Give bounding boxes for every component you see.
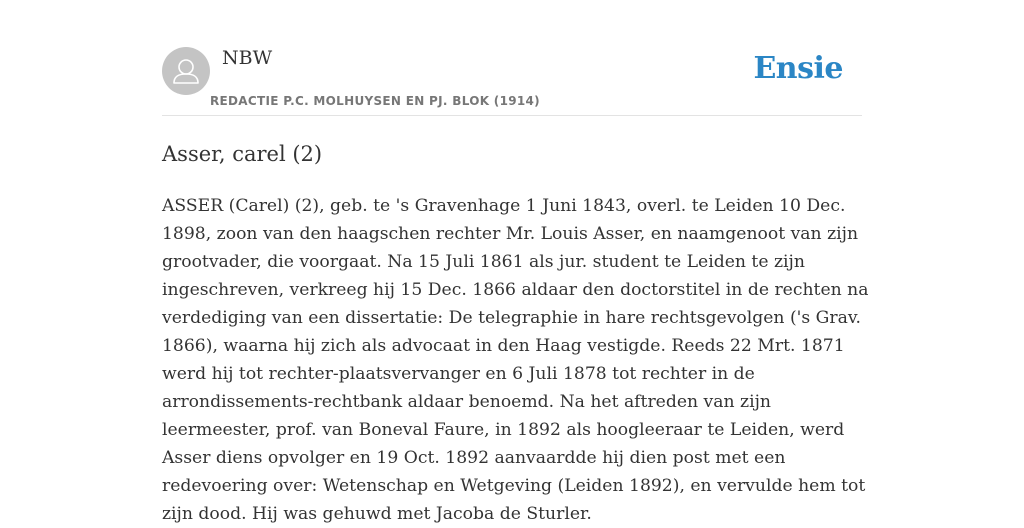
avatar[interactable] [162, 47, 210, 95]
article-title: Asser, carel (2) [162, 142, 323, 166]
source-subtitle: REDACTIE P.C. MOLHUYSEN EN PJ. BLOK (1914) [210, 94, 540, 108]
brand-logo[interactable]: Ensie [753, 51, 843, 86]
source-name[interactable]: NBW [222, 47, 273, 69]
article-body: ASSER (Carel) (2), geb. te 's Gravenhage 1 Juni 1843, overl. te Leiden 10 Dec. 1898, zoon van den haagschen rechter Mr. Louis Asser, en naamgenoot van zijn grootvader, die voorgaat. Na 15 Juli 1861 als jur. student te Leiden te zijn ingeschreven, verkreeg hij 15 Dec. 1866 aldaar den doctorstitel in de rechten na verdediging van een dissertatie: De telegraphie in hare rechtsgevolgen ('s Grav. 1866), waarna hij zich als advocaat in den Haag vestigde. Reeds 22 Mrt. 1871 werd hij tot rechter-plaatsvervanger en 6 Juli 1878 tot rechter in de arrondissements-rechtbank aldaar benoemd. Na het aftreden van zijn leermeester, prof. van Boneval Faure, in 1892 als hoogleeraar te Leiden, werd Asser diens opvolger en 19 Oct. 1892 aanvaardde hij dien post met een redevoering over: Wetenschap en Wetgeving (Leiden 1892), en vervulde hem tot zijn dood. Hij was gehuwd met Jacoba de Sturler. [162, 196, 869, 524]
page [162, 0, 869, 524]
source-header [162, 0, 862, 116]
user-silhouette-icon [162, 47, 210, 95]
